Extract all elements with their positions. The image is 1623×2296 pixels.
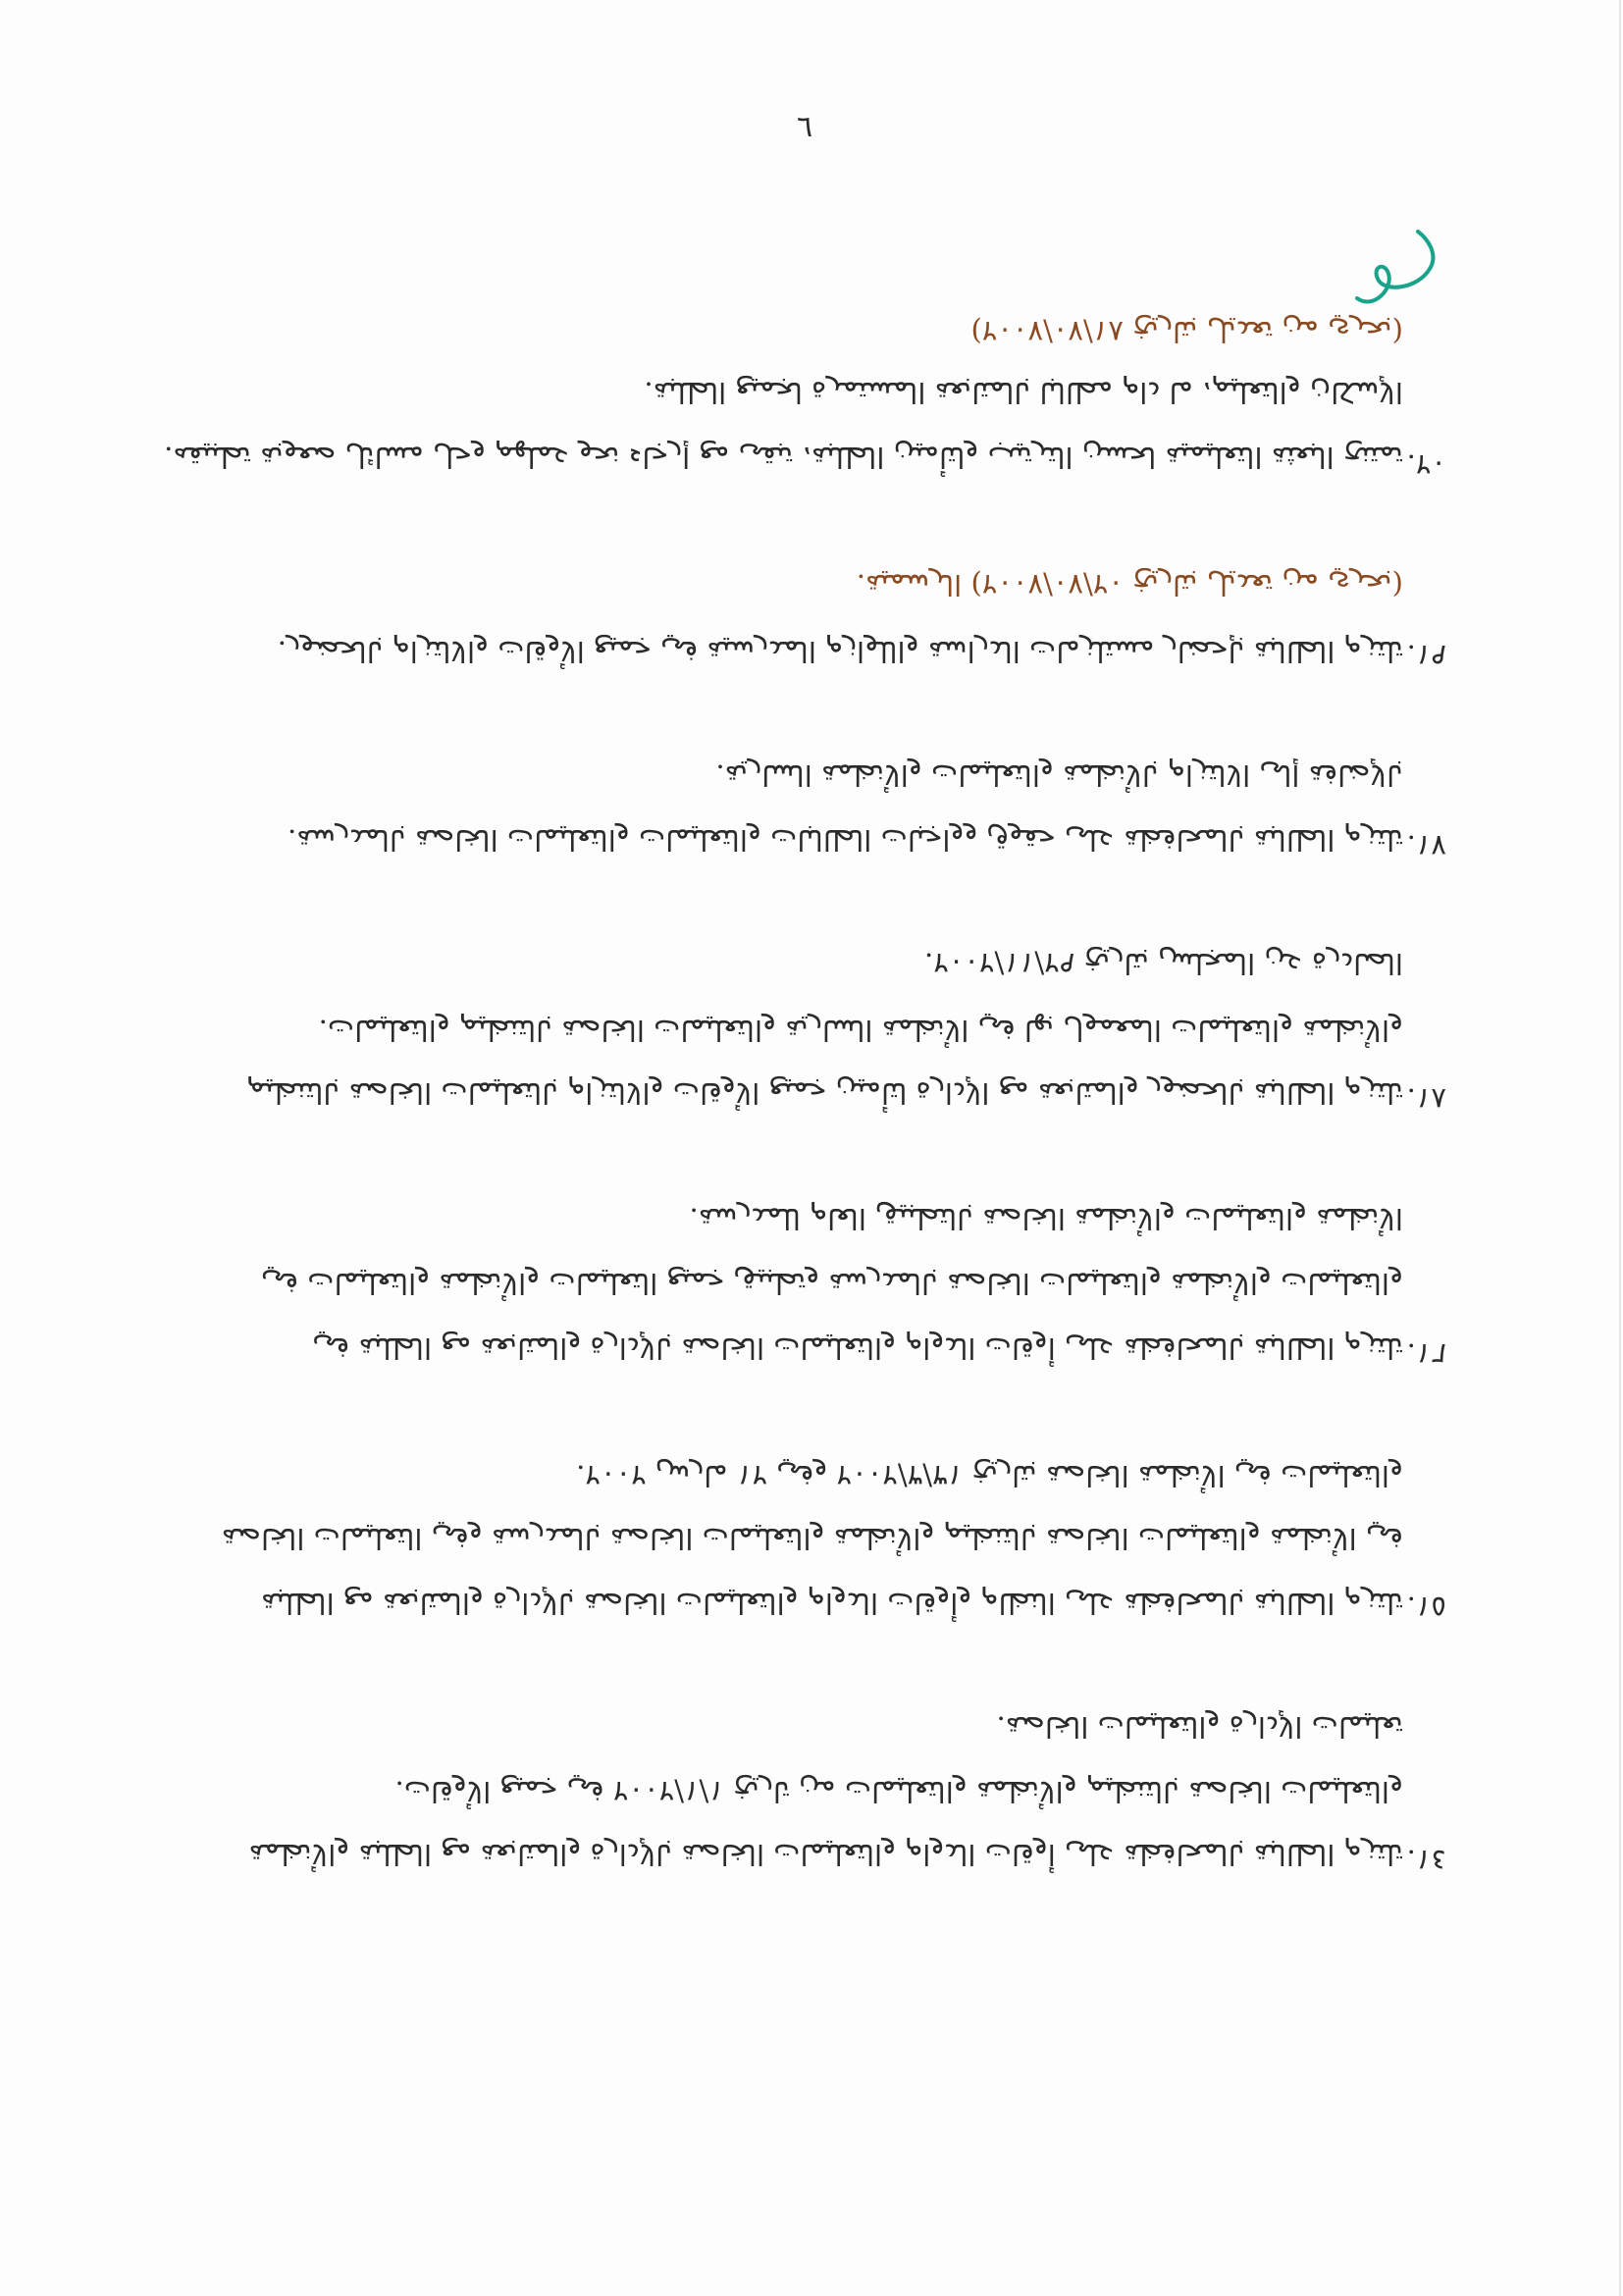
item-number-18: ١٨.: [1406, 1082, 1446, 1116]
item-19-line-1: تلتزم الطالبة بإحضار مستلزمات الدراسة واللوازم المدرسية في جميع الأوقات والالتزام بالحضور.: [277, 635, 1403, 668]
item-16-line-2: والتعليمات والأنظمة والتعليمات الخاصة بالمدرسة وتطبيق جميع التعليمات والأنظمة والتعليمات في: [261, 1267, 1403, 1300]
item-17-line-2: بالإضافة إلى الالتزام بالأنظمة والتعليمات والأنظمة السارية.: [715, 758, 1403, 792]
item-14-line-3: تعليمات الإدارة والتعليمات الخاصة.: [996, 1710, 1403, 1744]
item-15-line-2: في الأنظمة والتعليمات الخاصة بالتنظيم والأنظمة والتعليمات الخاصة بالمدرسة وفي التعليمات الخاصة: [221, 1522, 1403, 1555]
item-14-line-1: تلتزم الطالبة بالمحافظة على أوقات الدوام والتعليمات الخاصة بالإدارة والمتابعة مع الطلبة والأنظمة: [248, 1838, 1403, 1871]
page-number: ٦: [797, 110, 813, 144]
item-number-15: ١٥.: [1406, 1591, 1446, 1624]
item-number-20: ٢٠.: [1406, 448, 1446, 482]
item-number-14: ١٤.: [1406, 1844, 1446, 1877]
item-17-line-1: تلتزم الطالبة بالمحافظة على حقوق وواجبات الطالبات والتعليمات والتعليمات الخاصة بالمدرسة.: [288, 823, 1403, 857]
item-20-line-2: الإسكان والتعليم، ما دام مطالبا بالمتابعة المستمرة لجميع الطلبة.: [644, 376, 1403, 409]
item-14-line-2: والتعليمات الخاصة بالتنظيم والأنظمة والتعليمات من تاريخ ٢٠٠٢/١/١ في جميع الأوقات.: [394, 1775, 1403, 1808]
item-18-line-3: الصادرة عن المجلس بتاريخ ٢٠٠٢/١١/٢٩.: [923, 947, 1403, 980]
item-18-line-1: تلتزم الطالبة بالحضور والمتابعة مع الإدارة لتأمين جميع الأوقات والالتزام بالتعليمات الخاصة بالتنظيم: [246, 1076, 1403, 1110]
item-15-line-3: والتعليمات في الأنظمة الخاصة بتاريخ ٢٠٠٢/٣/٣١ وفي ١٢ مارس ٢٠٠٢.: [576, 1459, 1403, 1492]
item-16-line-1: تلتزم الطالبة بالمحافظة على أوقات الدوام والتعليمات الخاصة بالإدارة والمتابعة مع الطلبة في: [312, 1331, 1403, 1365]
page-edge: [1619, 0, 1621, 2296]
note-line-item-19: (بحري من تعديل بتاريخ ٢٠٠٧/٠٧/٢٠) الرسمية.: [856, 568, 1403, 601]
item-number-17: ١٧.: [1406, 829, 1446, 862]
item-15-line-1: تلتزم الطالبة بالمحافظة على النظام وأوقات الدوام والتعليمات الخاصة بالإدارة والمتابعة مع الطلبة: [261, 1587, 1403, 1620]
note-line-item-20: (بحري من تعديل بتاريخ ٢٠٠٧/٠٧/١٨): [970, 315, 1403, 348]
item-18-line-2: والأنظمة والتعليمات المعمول بها في الأنظمة السارية والتعليمات الخاصة بالتنظيم والتعليمات.: [318, 1014, 1403, 1047]
item-number-16: ١٦.: [1406, 1337, 1446, 1371]
item-16-line-3: الأنظمة والتعليمات والأنظمة الخاصة بالتطبيق العام للمدرسة.: [689, 1202, 1403, 1235]
document-body: [164, 0, 1446, 2296]
item-20-line-1: تمتنح البعثة التعليمية لحسن الترتيب ولتأمين الطلبة، تبقى مع إرجاء نحو عملهم وحل مسائل صعوبة تطبيقه.: [164, 441, 1403, 474]
item-number-19: ١٩.: [1406, 639, 1446, 672]
